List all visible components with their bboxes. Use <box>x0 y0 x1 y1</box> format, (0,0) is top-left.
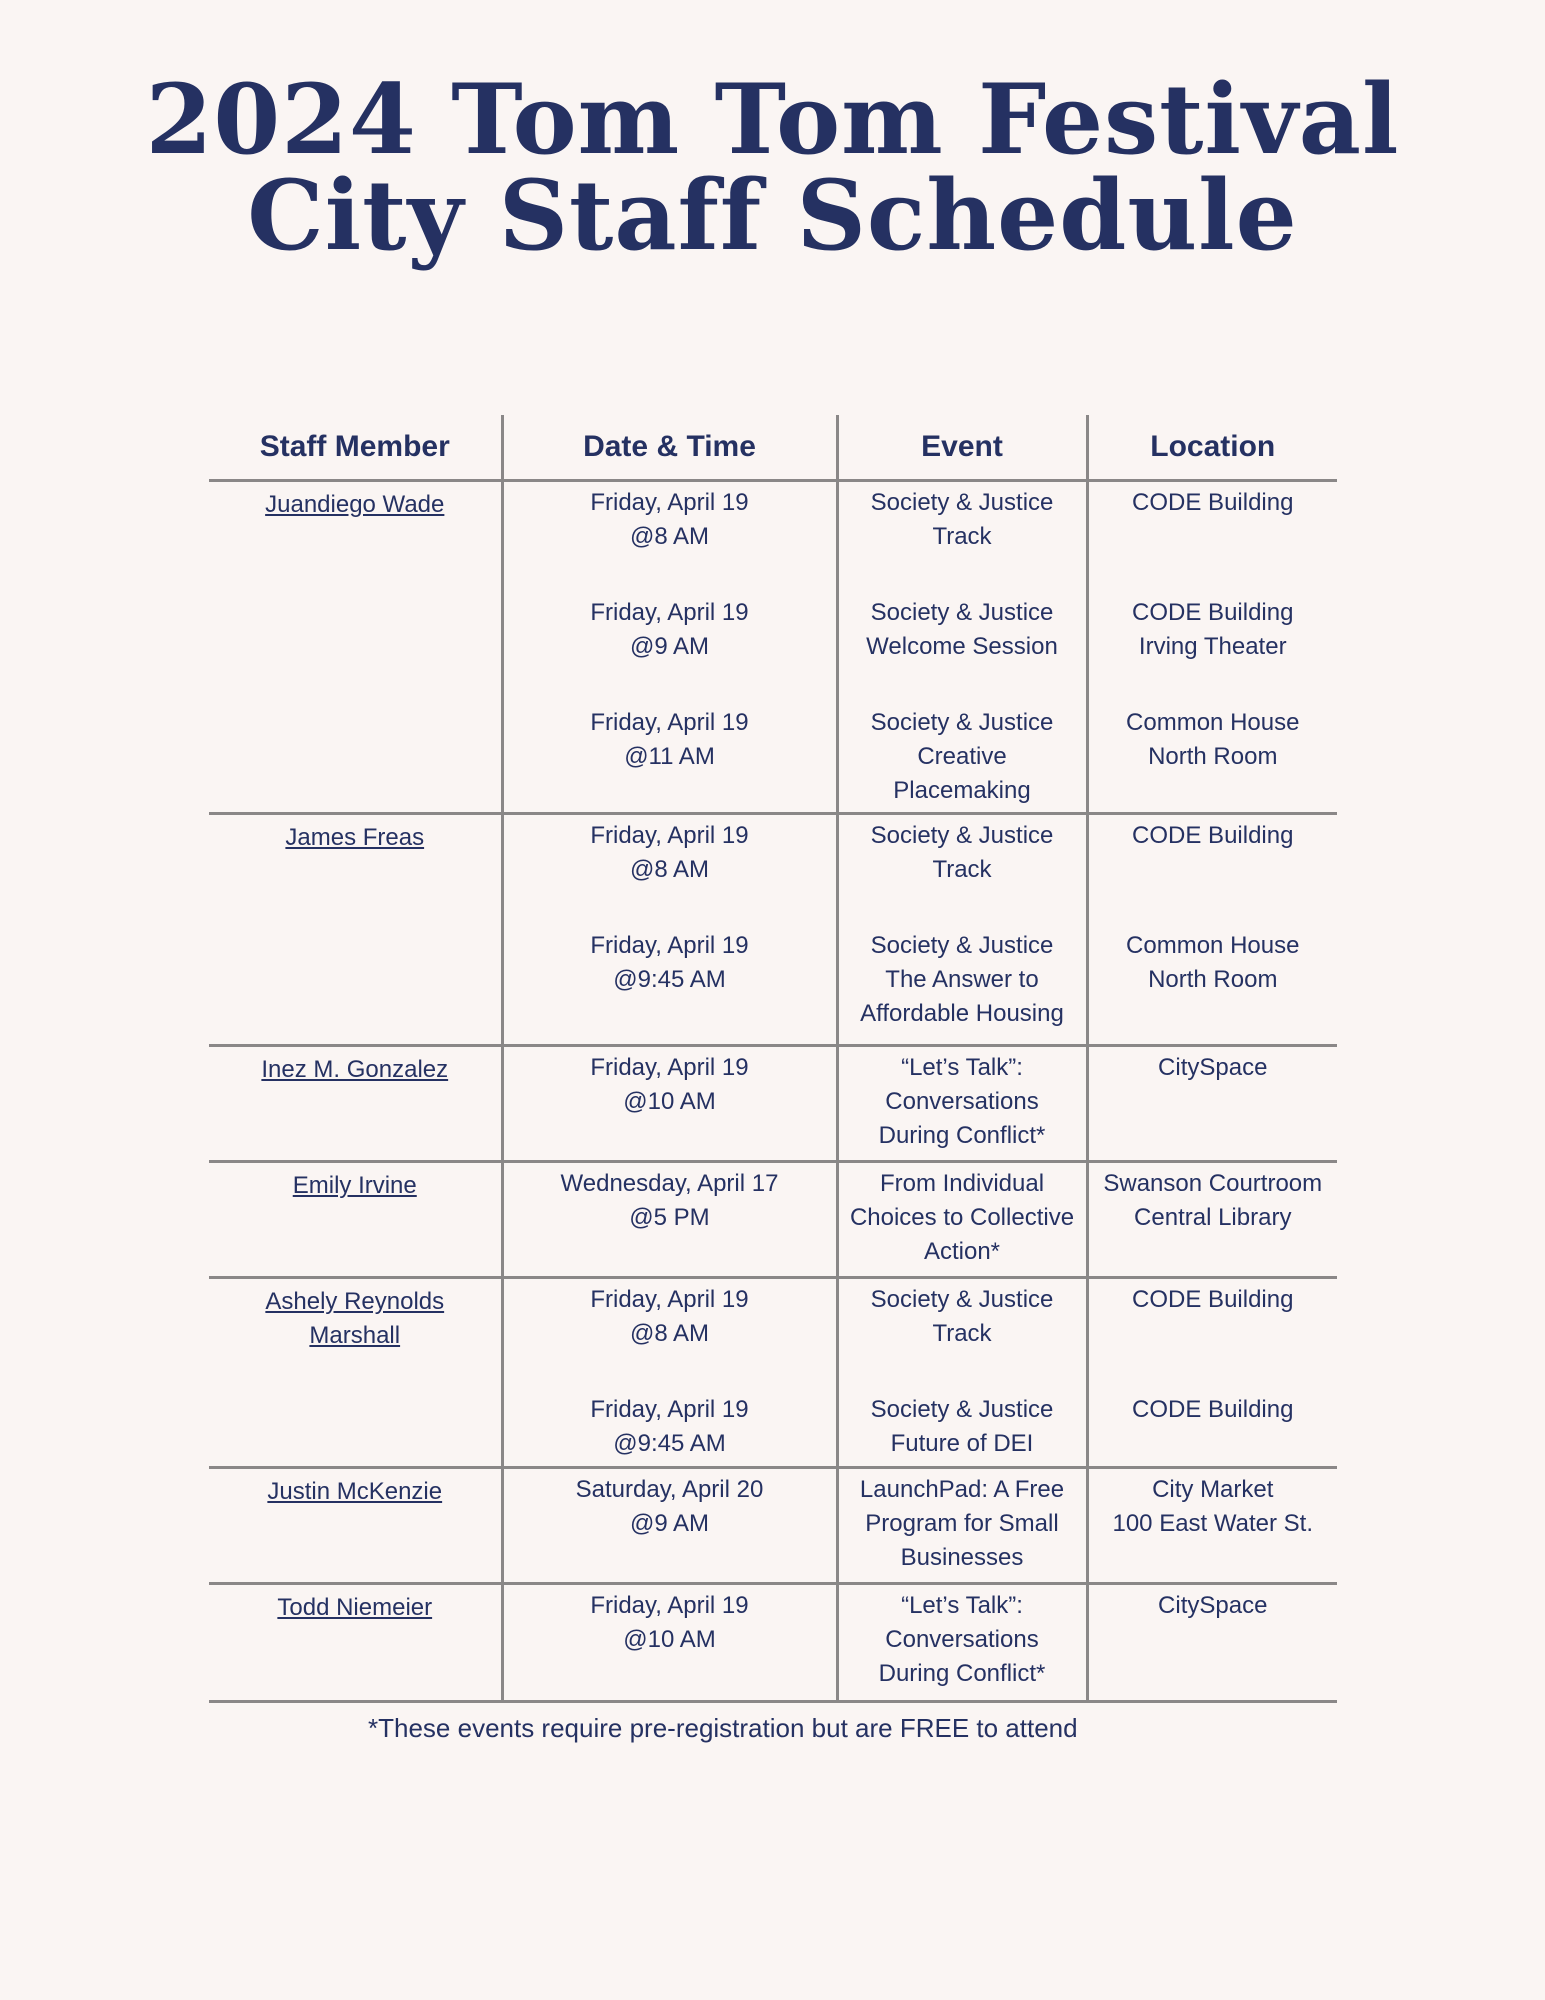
page-title <box>0 63 1545 272</box>
event-time: @9:45 AM <box>613 966 726 993</box>
location-cell <box>1087 1046 1337 1162</box>
location-cell <box>1087 1162 1337 1278</box>
event-cell <box>837 1046 1087 1162</box>
staff-cell <box>209 1468 502 1584</box>
event-name-line: The Answer to <box>885 966 1039 993</box>
staff-member-link[interactable] <box>265 1285 444 1353</box>
event-name-line: Businesses <box>900 1544 1024 1571</box>
event-name-line: Action* <box>923 1238 1001 1265</box>
header-location: Location <box>1087 415 1337 481</box>
staff-name-line: Marshall <box>309 1322 401 1349</box>
date-time-cell <box>502 814 837 1046</box>
event-name-line: Creative <box>917 743 1007 770</box>
event-cell <box>837 481 1087 814</box>
staff-member-link[interactable]: Justin McKenzie <box>267 1478 443 1505</box>
event-name-line: Future of DEI <box>890 1430 1034 1457</box>
event-name-line: Track <box>932 1320 992 1347</box>
title-line-1: 2024 Tom Tom Festival <box>145 63 1400 176</box>
table-row <box>209 1046 1337 1162</box>
event-date: Friday, April 19 <box>590 599 749 626</box>
staff-name-line: Ashely Reynolds <box>265 1288 445 1315</box>
event-cell <box>837 814 1087 1046</box>
date-time-cell <box>502 481 837 814</box>
location-line: Swanson Courtroom <box>1103 1170 1323 1197</box>
staff-cell <box>209 814 502 1046</box>
event-time: @5 PM <box>629 1204 710 1231</box>
event-date: Friday, April 19 <box>590 1592 749 1619</box>
footnote: *These events require pre-registration but are FREE to attend <box>368 1713 1078 1743</box>
event-name-line: “Let’s Talk”: <box>901 1054 1023 1081</box>
event-name-line: Society & Justice <box>870 932 1054 959</box>
date-time-cell <box>502 1278 837 1468</box>
date-time-cell <box>502 1046 837 1162</box>
staff-cell <box>209 1046 502 1162</box>
table-header-row <box>209 415 1337 481</box>
event-name-line: Society & Justice <box>870 599 1054 626</box>
location-line: CODE Building <box>1132 1396 1294 1423</box>
event-time: @9 AM <box>629 633 710 660</box>
event-name-line: Conversations <box>885 1088 1039 1115</box>
location-cell <box>1087 814 1337 1046</box>
header-date-time: Date & Time <box>502 415 837 481</box>
event-name-line: Society & Justice <box>870 822 1054 849</box>
event-name-line: Society & Justice <box>870 489 1054 516</box>
event-name-line: Program for Small <box>865 1510 1059 1537</box>
date-time-cell <box>502 1468 837 1584</box>
event-cell <box>837 1278 1087 1468</box>
event-name-line: Welcome Session <box>866 633 1058 660</box>
event-name-line: “Let’s Talk”: <box>901 1592 1023 1619</box>
title-line-2: City Staff Schedule <box>247 159 1298 272</box>
location-line: Common House <box>1126 709 1300 736</box>
event-date: Friday, April 19 <box>590 1054 749 1081</box>
table-row <box>209 1278 1337 1468</box>
date-time-cell <box>502 1162 837 1278</box>
location-line: CitySpace <box>1158 1054 1268 1081</box>
event-name-line: Choices to Collective <box>849 1204 1075 1231</box>
event-name-line: During Conflict* <box>878 1660 1046 1687</box>
event-name-line: Society & Justice <box>870 1286 1054 1313</box>
location-line: CODE Building <box>1132 489 1294 516</box>
event-name-line: Track <box>932 856 992 883</box>
location-line: Irving Theater <box>1138 633 1287 660</box>
event-date: Saturday, April 20 <box>575 1476 764 1503</box>
staff-schedule-table <box>209 415 1337 1703</box>
location-line: Central Library <box>1134 1204 1292 1231</box>
location-line: CODE Building <box>1132 822 1294 849</box>
event-name-line: Placemaking <box>893 777 1031 804</box>
staff-member-link[interactable]: Inez M. Gonzalez <box>261 1056 449 1083</box>
event-name-line: Affordable Housing <box>860 1000 1064 1027</box>
header-staff-member: Staff Member <box>209 415 502 481</box>
event-date: Friday, April 19 <box>590 489 749 516</box>
location-cell <box>1087 481 1337 814</box>
staff-member-link[interactable]: Todd Niemeier <box>277 1594 433 1621</box>
staff-cell <box>209 1162 502 1278</box>
event-time: @8 AM <box>629 856 710 883</box>
table-row <box>209 814 1337 1046</box>
event-time: @8 AM <box>629 1320 710 1347</box>
location-cell <box>1087 1584 1337 1702</box>
location-line: CODE Building <box>1132 599 1294 626</box>
table-row <box>209 481 1337 814</box>
table-row <box>209 1584 1337 1702</box>
table-row <box>209 1162 1337 1278</box>
location-line: City Market <box>1152 1476 1274 1503</box>
event-name-line: Conversations <box>885 1626 1039 1653</box>
location-line: Common House <box>1126 932 1300 959</box>
event-time: @9:45 AM <box>613 1430 726 1457</box>
event-date: Wednesday, April 17 <box>560 1170 779 1197</box>
date-time-cell <box>502 1584 837 1702</box>
event-date: Friday, April 19 <box>590 822 749 849</box>
header-event: Event <box>837 415 1087 481</box>
event-time: @10 AM <box>623 1088 716 1115</box>
location-cell <box>1087 1468 1337 1584</box>
table-row <box>209 1468 1337 1584</box>
event-date: Friday, April 19 <box>590 932 749 959</box>
staff-cell <box>209 1584 502 1702</box>
event-name-line: LaunchPad: A Free <box>859 1476 1065 1503</box>
location-line: CODE Building <box>1132 1286 1294 1313</box>
event-cell <box>837 1162 1087 1278</box>
staff-cell <box>209 481 502 814</box>
event-time: @11 AM <box>624 743 715 770</box>
location-line: North Room <box>1148 743 1278 770</box>
event-cell <box>837 1584 1087 1702</box>
event-time: @9 AM <box>629 1510 710 1537</box>
event-name-line: Society & Justice <box>870 709 1054 736</box>
location-line: 100 East Water St. <box>1112 1510 1314 1537</box>
event-time: @8 AM <box>629 523 710 550</box>
location-line: North Room <box>1148 966 1278 993</box>
staff-cell <box>209 1278 502 1468</box>
event-name-line: Track <box>932 523 992 550</box>
event-date: Friday, April 19 <box>590 1286 749 1313</box>
event-date: Friday, April 19 <box>590 709 749 736</box>
event-cell <box>837 1468 1087 1584</box>
event-name-line: During Conflict* <box>878 1122 1046 1149</box>
event-date: Friday, April 19 <box>590 1396 749 1423</box>
staff-member-link[interactable]: Emily Irvine <box>292 1172 417 1199</box>
event-name-line: Society & Justice <box>870 1396 1054 1423</box>
location-line: CitySpace <box>1158 1592 1268 1619</box>
event-name-line: From Individual <box>879 1170 1045 1197</box>
location-cell <box>1087 1278 1337 1468</box>
event-time: @10 AM <box>623 1626 716 1653</box>
staff-member-link[interactable]: Juandiego Wade <box>265 491 445 518</box>
staff-member-link[interactable]: James Freas <box>285 824 425 851</box>
